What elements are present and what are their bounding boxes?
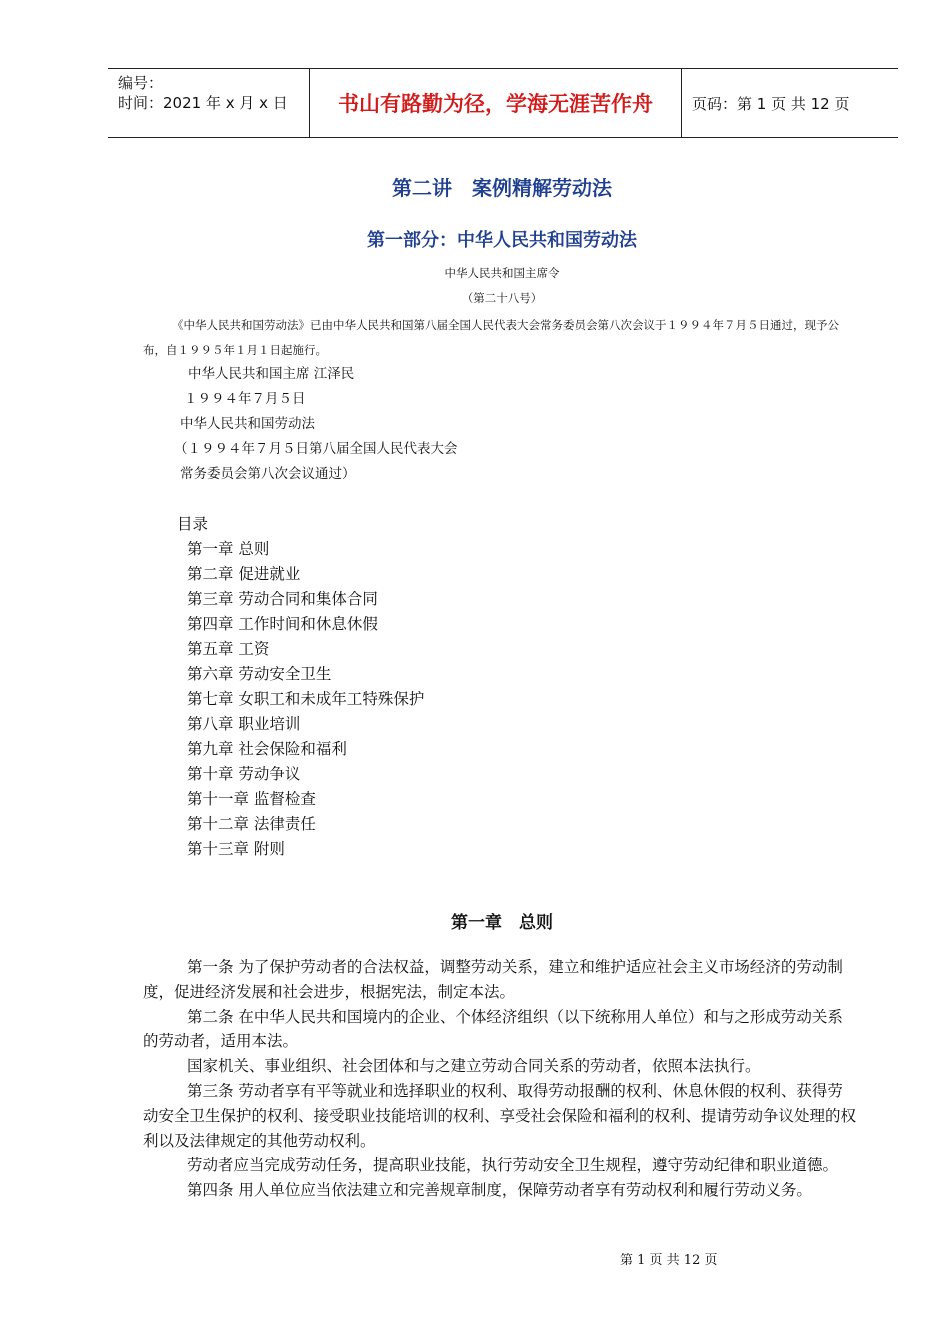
toc-item: 第九章 社会保险和福利	[187, 740, 347, 758]
toc-item: 第四章 工作时间和休息休假	[187, 615, 378, 633]
toc-item: 第十二章 法律责任	[187, 815, 316, 833]
signature-date: １９９４年７月５日	[184, 391, 306, 407]
chapter-body	[143, 955, 858, 1203]
decree-number: （第二十八号）	[461, 291, 543, 305]
passed-note-line-1: （１９９４年７月５日第八届全国人民代表大会	[174, 441, 458, 457]
decree-text-line-1: 《中华人民共和国劳动法》已由中华人民共和国第八届全国人民代表大会常务委员会第八次会议于１９９４年７月５日通过，现予公	[172, 318, 839, 332]
document-header	[108, 68, 898, 138]
decree-issuer: 中华人民共和国主席令	[444, 266, 560, 280]
toc-item: 第七章 女职工和未成年工特殊保护	[187, 690, 425, 708]
toc-item: 第三章 劳动合同和集体合同	[187, 590, 378, 608]
passed-note-line-2: 常务委员会第八次会议通过）	[180, 466, 356, 482]
toc-item: 第八章 职业培训	[187, 715, 301, 733]
document-time-label: 时间：2021 年 x 月 x 日	[118, 94, 288, 112]
president-signature: 中华人民共和国主席 江泽民	[188, 366, 355, 382]
toc-item: 第二章 促进就业	[187, 565, 301, 583]
article-paragraph: 第三条 劳动者享有平等就业和选择职业的权利、取得劳动报酬的权利、休息休假的权利、获得劳动安全卫生保护的权利、接受职业技能培训的权利、享受社会保险和福利的权利、提请劳动争议处理的权利以及法律规定的其他劳动权利。	[143, 1081, 857, 1150]
toc-item: 第十一章 监督检查	[187, 790, 316, 808]
article-paragraph: 劳动者应当完成劳动任务，提高职业技能，执行劳动安全卫生规程，遵守劳动纪律和职业道德。	[187, 1156, 839, 1175]
document-title: 第二讲 案例精解劳动法	[392, 176, 612, 200]
chapter-heading: 第一章 总则	[451, 913, 553, 933]
toc-heading: 目录	[177, 515, 209, 533]
toc-item: 第五章 工资	[187, 640, 270, 658]
article-paragraph: 第四条 用人单位应当依法建立和完善规章制度，保障劳动者享有劳动权利和履行劳动义务。	[187, 1181, 812, 1200]
document-number-label: 编号：	[118, 74, 164, 92]
page-footer: 第 1 页 共 12 页	[620, 1253, 718, 1268]
toc-item: 第十章 劳动争议	[187, 765, 301, 783]
toc-item: 第一章 总则	[187, 540, 270, 558]
header-motto: 书山有路勤为径，学海无涯苦作舟	[310, 69, 682, 137]
article-paragraph: 国家机关、事业组织、社会团体和与之建立劳动合同关系的劳动者，依照本法执行。	[187, 1057, 761, 1076]
toc-item: 第十三章 附则	[187, 840, 285, 858]
law-title: 中华人民共和国劳动法	[180, 416, 315, 432]
document-subtitle: 第一部分：中华人民共和国劳动法	[367, 230, 637, 251]
header-page-label: 页码：第 1 页 共 12 页	[692, 94, 850, 113]
header-meta	[108, 69, 310, 137]
toc-item: 第六章 劳动安全卫生	[187, 665, 332, 683]
article-paragraph: 第一条 为了保护劳动者的合法权益，调整劳动关系，建立和维护适应社会主义市场经济的劳动制度，促进经济发展和社会进步，根据宪法，制定本法。	[143, 958, 843, 1001]
article-paragraph: 第二条 在中华人民共和国境内的企业、个体经济组织（以下统称用人单位）和与之形成劳动关系的劳动者，适用本法。	[143, 1007, 843, 1051]
decree-text-line-2: 布，自１９９５年１月１日起施行。	[143, 343, 327, 357]
